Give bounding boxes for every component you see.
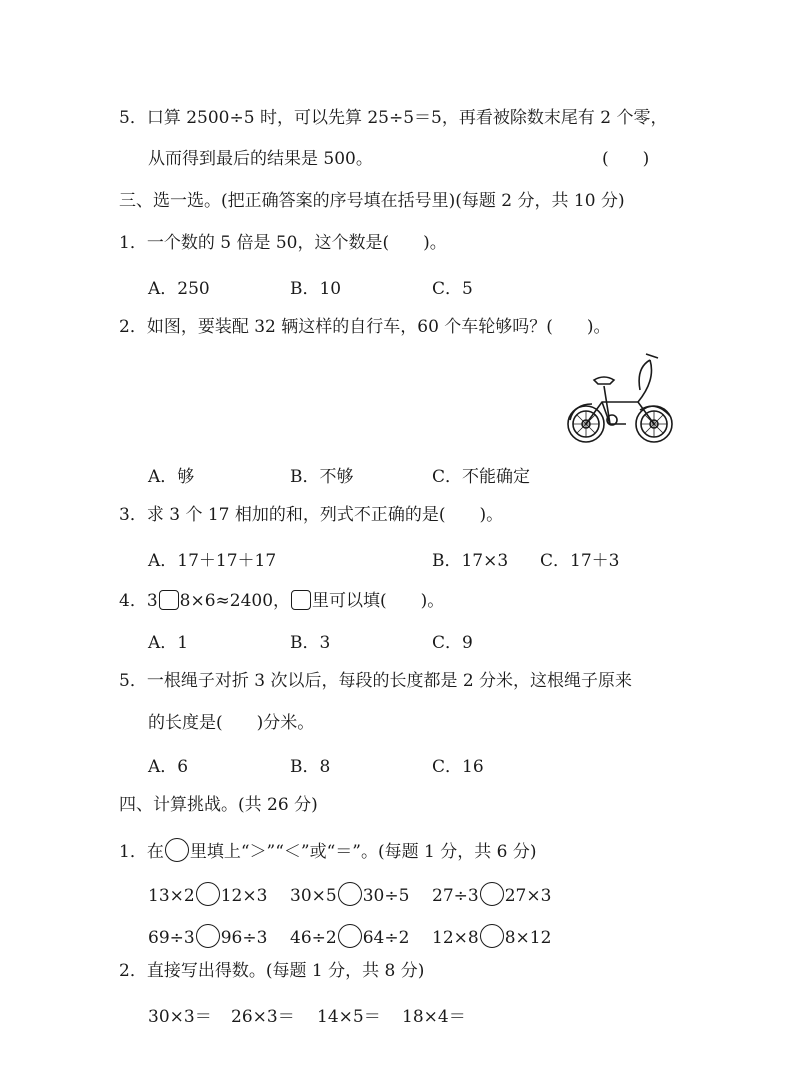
s3-q4-pre: 4．3 bbox=[119, 591, 158, 611]
compare-item bbox=[148, 882, 267, 906]
s3-q1-option-c[interactable]: C．5 bbox=[432, 279, 473, 299]
s3-q5-line1: 5．一根绳子对折 3 次以后，每段的长度都是 2 分米，这根绳子原来 bbox=[119, 671, 633, 691]
section3-heading: 三、选一选。(把正确答案的序号填在括号里)(每题 2 分，共 10 分) bbox=[119, 191, 625, 211]
s3-q4-option-a[interactable]: A．1 bbox=[148, 633, 189, 653]
compare-item bbox=[290, 882, 409, 906]
circle-blank-icon[interactable] bbox=[480, 882, 504, 906]
compare-item bbox=[432, 924, 551, 948]
calc-item[interactable]: 14×5＝ bbox=[317, 1007, 381, 1027]
circle-blank-icon[interactable] bbox=[196, 924, 220, 948]
s3-q4-post: 里可以填( )。 bbox=[312, 591, 445, 611]
s3-q5-option-a[interactable]: A．6 bbox=[148, 757, 189, 777]
s3-q1-option-b[interactable]: B．10 bbox=[290, 279, 342, 299]
compare-left: 69÷3 bbox=[148, 928, 195, 948]
compare-left: 13×2 bbox=[148, 886, 195, 906]
section4-heading: 四、计算挑战。(共 26 分) bbox=[119, 795, 318, 815]
s3-q4-mid: 8×6≈2400， bbox=[179, 591, 291, 611]
q5-prev-line2: 从而得到最后的结果是 500。 bbox=[148, 149, 373, 169]
calc-item[interactable]: 26×3＝ bbox=[231, 1007, 295, 1027]
compare-item bbox=[290, 924, 409, 948]
circle-blank-icon[interactable] bbox=[338, 882, 362, 906]
circle-blank-icon[interactable] bbox=[480, 924, 504, 948]
bicycle-icon bbox=[566, 350, 676, 444]
s3-q2-option-b[interactable]: B．不够 bbox=[290, 467, 354, 487]
compare-right: 12×3 bbox=[220, 886, 268, 906]
q5-prev-line1: 5．口算 2500÷5 时，可以先算 25÷5＝5，再看被除数末尾有 2 个零， bbox=[119, 108, 668, 128]
s3-q3-option-b[interactable]: B．17×3 bbox=[432, 551, 509, 571]
compare-right: 27×3 bbox=[504, 886, 552, 906]
s3-q5-option-c[interactable]: C．16 bbox=[432, 757, 484, 777]
compare-left: 12×8 bbox=[432, 928, 479, 948]
s3-q4-option-c[interactable]: C．9 bbox=[432, 633, 473, 653]
square-box-icon bbox=[159, 590, 179, 610]
s3-q2-stem: 2．如图，要装配 32 辆这样的自行车，60 个车轮够吗？( )。 bbox=[119, 317, 611, 337]
compare-item bbox=[148, 924, 267, 948]
s3-q3-stem: 3．求 3 个 17 相加的和，列式不正确的是( )。 bbox=[119, 505, 504, 525]
compare-item bbox=[432, 882, 551, 906]
s3-q3-option-a[interactable]: A．17＋17＋17 bbox=[148, 551, 277, 571]
square-box-icon bbox=[291, 590, 311, 610]
compare-right: 64÷2 bbox=[362, 928, 410, 948]
s3-q2-option-a[interactable]: A．够 bbox=[148, 467, 195, 487]
s3-q4-stem bbox=[119, 590, 444, 612]
s4-q1-post: 里填上“＞”“＜”或“＝”。(每题 1 分，共 6 分) bbox=[189, 842, 537, 862]
s4-q1-stem bbox=[119, 838, 537, 863]
compare-right: 96÷3 bbox=[220, 928, 268, 948]
s3-q1-option-a[interactable]: A．250 bbox=[148, 279, 210, 299]
circle-blank-icon[interactable] bbox=[196, 882, 220, 906]
s3-q5-option-b[interactable]: B．8 bbox=[290, 757, 331, 777]
q5-prev-answer-paren[interactable]: ( ) bbox=[602, 149, 650, 169]
s3-q2-option-c[interactable]: C．不能确定 bbox=[432, 467, 531, 487]
circle-blank-icon bbox=[165, 838, 189, 862]
calc-item[interactable]: 18×4＝ bbox=[402, 1007, 466, 1027]
compare-left: 46÷2 bbox=[290, 928, 337, 948]
compare-left: 30×5 bbox=[290, 886, 337, 906]
compare-left: 27÷3 bbox=[432, 886, 479, 906]
s3-q5-line2: 的长度是( )分米。 bbox=[148, 713, 315, 733]
compare-right: 30÷5 bbox=[362, 886, 410, 906]
s3-q3-option-c[interactable]: C．17＋3 bbox=[540, 551, 620, 571]
s3-q4-option-b[interactable]: B．3 bbox=[290, 633, 331, 653]
s3-q1-stem: 1．一个数的 5 倍是 50，这个数是( )。 bbox=[119, 233, 447, 253]
s4-q1-pre: 1．在 bbox=[119, 842, 164, 862]
s4-q2-stem: 2．直接写出得数。(每题 1 分，共 8 分) bbox=[119, 961, 425, 981]
compare-right: 8×12 bbox=[504, 928, 552, 948]
calc-item[interactable]: 30×3＝ bbox=[148, 1007, 212, 1027]
circle-blank-icon[interactable] bbox=[338, 924, 362, 948]
